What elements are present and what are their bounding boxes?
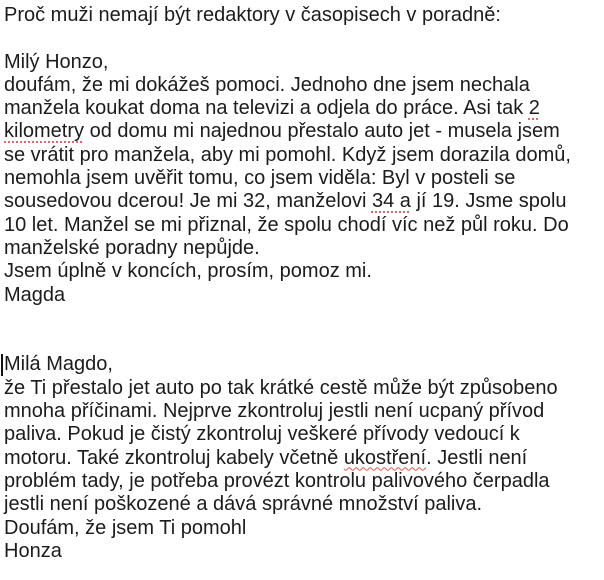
text-line: [4, 97, 604, 120]
text-cursor: [1, 354, 3, 376]
text-segment: Milý Honzo,: [4, 50, 109, 73]
text-segment: Doufám, že jsem Ti pomohl: [4, 516, 247, 539]
text-line: [4, 540, 604, 563]
blank-line: [4, 330, 604, 353]
text-line: [4, 353, 604, 376]
text-line: [4, 400, 604, 423]
text-line: [4, 377, 604, 400]
text-line: [4, 167, 604, 190]
text-segment: že Ti přestalo jet auto po tak krátké cestě může být způsobeno: [4, 376, 558, 399]
text-segment: Milá Magdo,: [4, 353, 113, 376]
text-segment: mnoha příčinami. Nejprve zkontroluj jestli není ucpaný přívod: [4, 400, 545, 423]
text-line: [4, 120, 604, 143]
text-segment: doufám, že mi dokážeš pomoci. Jednoho dne jsem nechala: [4, 73, 530, 96]
text-line: [4, 423, 604, 446]
text-line: [4, 74, 604, 97]
misspelled-word: 2: [528, 97, 540, 120]
text-line: [4, 214, 604, 237]
misspelled-word: ukostření: [343, 446, 427, 469]
text-line: [4, 190, 604, 213]
text-segment: Jsem úplně v koncích, prosím, pomoz mi.: [4, 260, 372, 283]
text-segment: manžela koukat doma na televizi a odjela do práce. Asi tak: [4, 97, 529, 120]
text-segment: paliva. Pokud je čistý zkontroluj veškeré přívody vedoucí k: [4, 423, 520, 446]
text-line: [4, 284, 604, 307]
text-line: [4, 4, 604, 27]
text-line: [4, 260, 604, 283]
text-segment: Proč muži nemají být redaktory v časopisech v poradně:: [4, 4, 501, 26]
text-segment: jestli není poškozené a dává správné množství paliva.: [4, 493, 483, 516]
text-segment: od domu mi najednou přestalo auto jet - musela jsem: [84, 120, 560, 143]
text-segment: jí 19. Jsme spolu: [410, 190, 567, 213]
text-segment: sousedovou dcerou! Je mi 32, manželovi: [4, 190, 372, 213]
text-line: [4, 237, 604, 260]
text-line: [4, 51, 604, 74]
text-line: [4, 447, 604, 470]
text-segment: . Jestli není: [426, 446, 528, 469]
text-segment: Magda: [4, 283, 66, 306]
text-line: [4, 470, 604, 493]
text-line: [4, 144, 604, 167]
text-segment: motoru. Také zkontroluj kabely včetně: [4, 446, 344, 469]
blank-line: [4, 307, 604, 330]
text-segment: nemohla jsem uvěřit tomu, co jsem viděla: Byl v posteli se: [4, 167, 516, 190]
text-segment: problém tady, je potřeba provézt kontrolu palivového čerpadla: [4, 469, 550, 492]
text-segment: manželské poradny nepůjde.: [4, 236, 260, 259]
text-segment: Honza: [4, 539, 62, 562]
misspelled-word: kilometry: [4, 120, 85, 143]
misspelled-word: 34 a: [371, 190, 411, 213]
blank-line: [4, 27, 604, 50]
text-line: [4, 517, 604, 540]
text-line: [4, 493, 604, 516]
text-segment: se vrátit pro manžela, aby mi pomohl. Když jsem dorazila domů,: [4, 143, 571, 166]
text-segment: 10 let. Manžel se mi přiznal, že spolu chodí víc než půl roku. Do: [4, 213, 569, 236]
